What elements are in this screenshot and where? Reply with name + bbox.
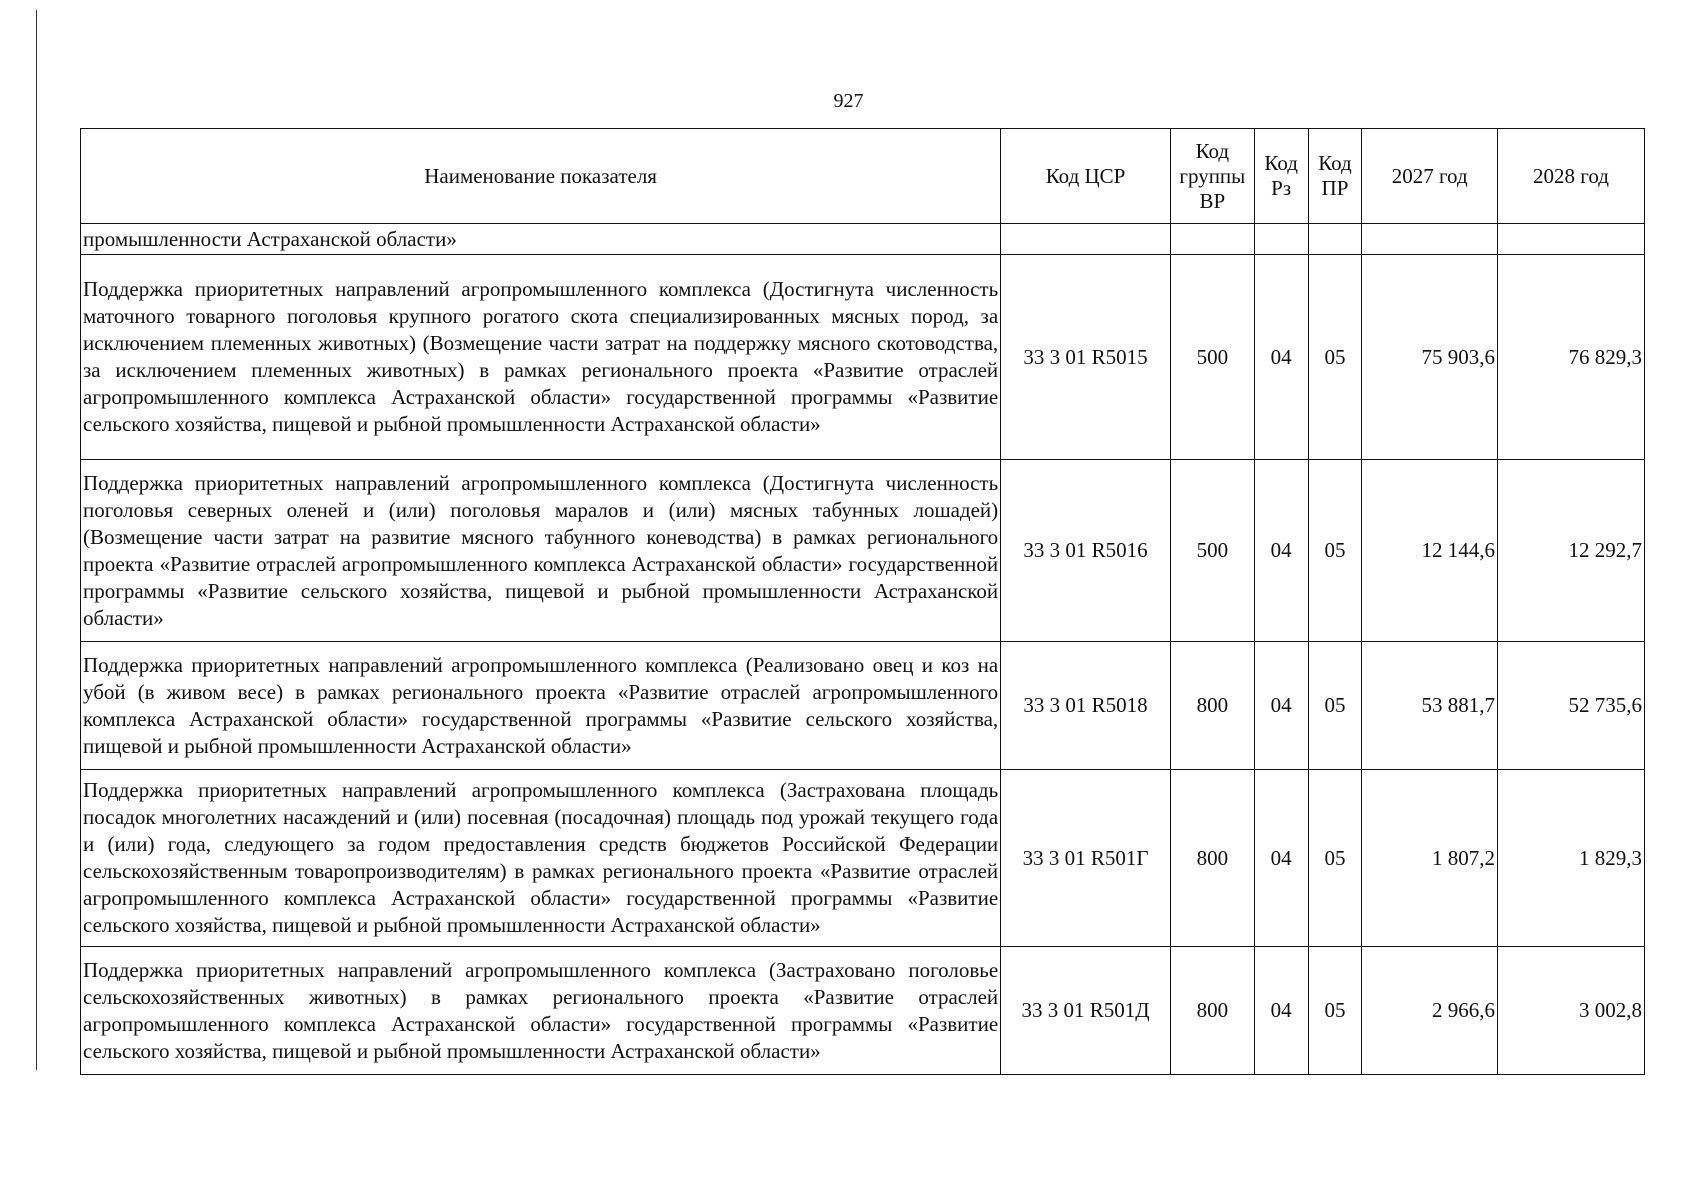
- row-pr: 05: [1308, 770, 1362, 947]
- row-name: Поддержка приоритетных направлений агропромышленного комплекса (Застраховано поголовье сельскохозяйственных животных) в рамках регионального проекта «Развитие отраслей агропромышленного комплекса Астраханской области» государственной программы «Развитие сельского хозяйства, пищевой и рыбной промышленности Астраханской области»: [81, 947, 1001, 1075]
- row-vr: 500: [1170, 460, 1254, 642]
- row-csr: 33 3 01 R501Г: [1001, 770, 1171, 947]
- left-margin-rule: [36, 10, 37, 1070]
- row-vr: 800: [1170, 947, 1254, 1075]
- row-rz: 04: [1254, 947, 1308, 1075]
- header-rz: Код Рз: [1254, 129, 1308, 224]
- row-pr: 05: [1308, 642, 1362, 770]
- row-pr: 05: [1308, 255, 1362, 460]
- header-csr: Код ЦСР: [1001, 129, 1171, 224]
- table-header-row: [81, 129, 1645, 224]
- continuation-row: [81, 224, 1645, 255]
- row-2028: 1 829,3: [1497, 770, 1644, 947]
- table-row: [81, 255, 1645, 460]
- row-pr: 05: [1308, 460, 1362, 642]
- header-vr: Код группы ВР: [1170, 129, 1254, 224]
- header-pr: Код ПР: [1308, 129, 1362, 224]
- row-2028: 52 735,6: [1497, 642, 1644, 770]
- row-csr: 33 3 01 R5016: [1001, 460, 1171, 642]
- row-2028: 3 002,8: [1497, 947, 1644, 1075]
- empty-cell: [1254, 224, 1308, 255]
- row-csr: 33 3 01 R5018: [1001, 642, 1171, 770]
- table-row: [81, 947, 1645, 1075]
- row-rz: 04: [1254, 642, 1308, 770]
- row-name: Поддержка приоритетных направлений агропромышленного комплекса (Достигнута численность маточного товарного поголовья крупного рогатого скота специализированных мясных пород, за исключением племенных животных) (Возмещение части затрат на поддержку мясного скотоводства, за исключением племенных животных) в рамках регионального проекта «Развитие отраслей агропромышленного комплекса Астраханской области» государственной программы «Развитие сельского хозяйства, пищевой и рыбной промышленности Астраханской области»: [81, 255, 1001, 460]
- row-2028: 12 292,7: [1497, 460, 1644, 642]
- row-2027: 1 807,2: [1362, 770, 1498, 947]
- empty-cell: [1362, 224, 1498, 255]
- table-row: [81, 642, 1645, 770]
- empty-cell: [1001, 224, 1171, 255]
- row-name: Поддержка приоритетных направлений агропромышленного комплекса (Реализовано овец и коз на убой (в живом весе) в рамках регионального проекта «Развитие отраслей агропромышленного комплекса Астраханской области» государственной программы «Развитие сельского хозяйства, пищевой и рыбной промышленности Астраханской области»: [81, 642, 1001, 770]
- row-name: Поддержка приоритетных направлений агропромышленного комплекса (Достигнута численность поголовья северных оленей и (или) поголовья маралов и (или) мясных табунных лошадей) (Возмещение части затрат на развитие мясного табунного коневодства) в рамках регионального проекта «Развитие отраслей агропромышленного комплекса Астраханской области» государственной программы «Развитие сельского хозяйства, пищевой и рыбной промышленности Астраханской области»: [81, 460, 1001, 642]
- row-csr: 33 3 01 R5015: [1001, 255, 1171, 460]
- header-name: Наименование показателя: [81, 129, 1001, 224]
- row-vr: 500: [1170, 255, 1254, 460]
- budget-table: [80, 128, 1645, 1075]
- header-2028: 2028 год: [1497, 129, 1644, 224]
- page-number: 927: [833, 90, 864, 112]
- row-rz: 04: [1254, 770, 1308, 947]
- row-2027: 12 144,6: [1362, 460, 1498, 642]
- empty-cell: [1497, 224, 1644, 255]
- row-2027: 2 966,6: [1362, 947, 1498, 1075]
- row-2027: 53 881,7: [1362, 642, 1498, 770]
- empty-cell: [1170, 224, 1254, 255]
- table-row: [81, 460, 1645, 642]
- row-2027: 75 903,6: [1362, 255, 1498, 460]
- row-csr: 33 3 01 R501Д: [1001, 947, 1171, 1075]
- header-2027: 2027 год: [1362, 129, 1498, 224]
- row-pr: 05: [1308, 947, 1362, 1075]
- row-vr: 800: [1170, 642, 1254, 770]
- row-name: Поддержка приоритетных направлений агропромышленного комплекса (Застрахована площадь посадок многолетних насаждений и (или) посевная (посадочная) площадь под урожай текущего года и (или) года, следующего за годом предоставления средств бюджетов Российской Федерации сельскохозяйственным товаропроизводителям) в рамках регионального проекта «Развитие отраслей агропромышленного комплекса Астраханской области» государственной программы «Развитие сельского хозяйства, пищевой и рыбной промышленности Астраханской области»: [81, 770, 1001, 947]
- row-rz: 04: [1254, 460, 1308, 642]
- empty-cell: [1308, 224, 1362, 255]
- row-2028: 76 829,3: [1497, 255, 1644, 460]
- row-rz: 04: [1254, 255, 1308, 460]
- table-row: [81, 770, 1645, 947]
- row-vr: 800: [1170, 770, 1254, 947]
- continuation-text: промышленности Астраханской области»: [81, 224, 1001, 255]
